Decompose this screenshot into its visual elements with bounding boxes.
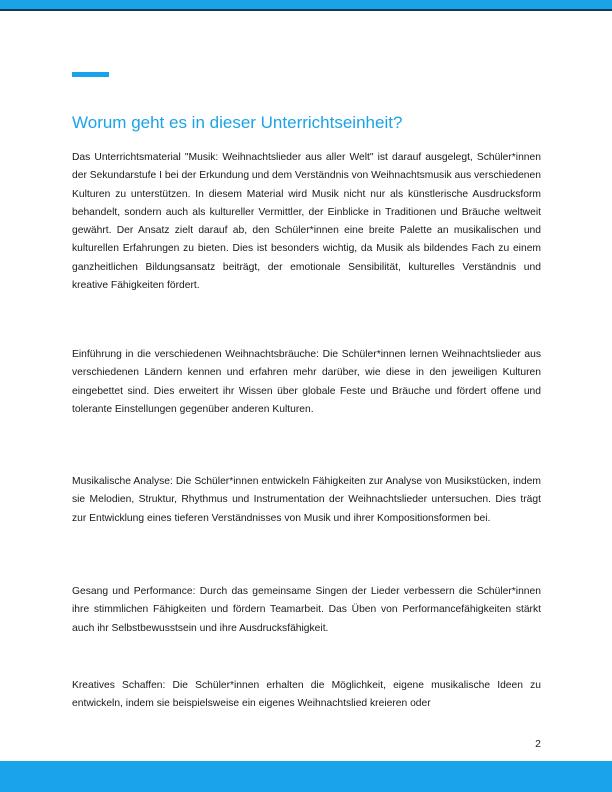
section-heading: Worum geht es in dieser Unterrichtseinheit? <box>72 113 403 132</box>
section-accent-dash <box>72 72 109 77</box>
top-accent-line <box>0 9 612 11</box>
intro-paragraph: Das Unterrichtsmaterial "Musik: Weihnachtslieder aus aller Welt" ist darauf ausgelegt, Schüler*innen der Sekundarstufe I bei der Erkundung und dem Verständnis von Weihnachtsmusik aus verschiedenen Kulturen zu unterstützen. In diesem Material wird Musik nicht nur als künstlerische Ausdrucksform behandelt, sondern auch als kultureller Vermittler, der Einblicke in Traditionen und Bräuche weltweit gewährt. Der Ansatz zielt darauf ab, den Schüler*innen eine breite Palette an musikalischen und kulturellen Erfahrungen zu bieten. Dies ist besonders wichtig, da Musik als bildendes Fach zu einem ganzheitlichen Bildungsansatz beiträgt, der emotionale Sensibilität, kulturelles Verständnis und kreative Fähigkeiten fördert. <box>72 152 541 292</box>
paragraph-kreatives-schaffen: Kreatives Schaffen: Die Schüler*innen erhalten die Möglichkeit, eigene musikalische Ideen zu entwickeln, indem sie beispielsweise ein eigenes Weihnachtslied kreieren oder <box>72 680 541 710</box>
paragraph-musikalische-analyse: Musikalische Analyse: Die Schüler*innen entwickeln Fähigkeiten zur Analyse von Musikstücken, indem sie Melodien, Struktur, Rhythmus und Instrumentation der Weihnachtslieder untersuchen. Dies trägt zur Entwicklung eines tieferen Verständnisses von Musik und ihrer Kompositionsformen bei. <box>72 476 541 524</box>
paragraph-weihnachtsbraeuche: Einführung in die verschiedenen Weihnachtsbräuche: Die Schüler*innen lernen Weihnachtslieder aus verschiedenen Ländern kennen und erfahren mehr darüber, wie diese in den jeweiligen Kulturen eingebettet sind. Dies erweitert ihr Wissen über globale Feste und Bräuche und fördert offene und tolerante Einstellungen gegenüber anderen Kulturen. <box>72 349 541 415</box>
paragraph-gesang-performance: Gesang und Performance: Durch das gemeinsame Singen der Lieder verbessern die Schüler*innen ihre stimmlichen Fähigkeiten und fördern Teamarbeit. Das Üben von Performancefähigkeiten stärkt auch ihr Selbstbewusstsein und ihre Ausdrucksfähigkeit. <box>72 586 541 634</box>
page-number: 2 <box>535 738 541 750</box>
bottom-accent-bar <box>0 761 612 792</box>
top-accent-bar <box>0 0 612 9</box>
